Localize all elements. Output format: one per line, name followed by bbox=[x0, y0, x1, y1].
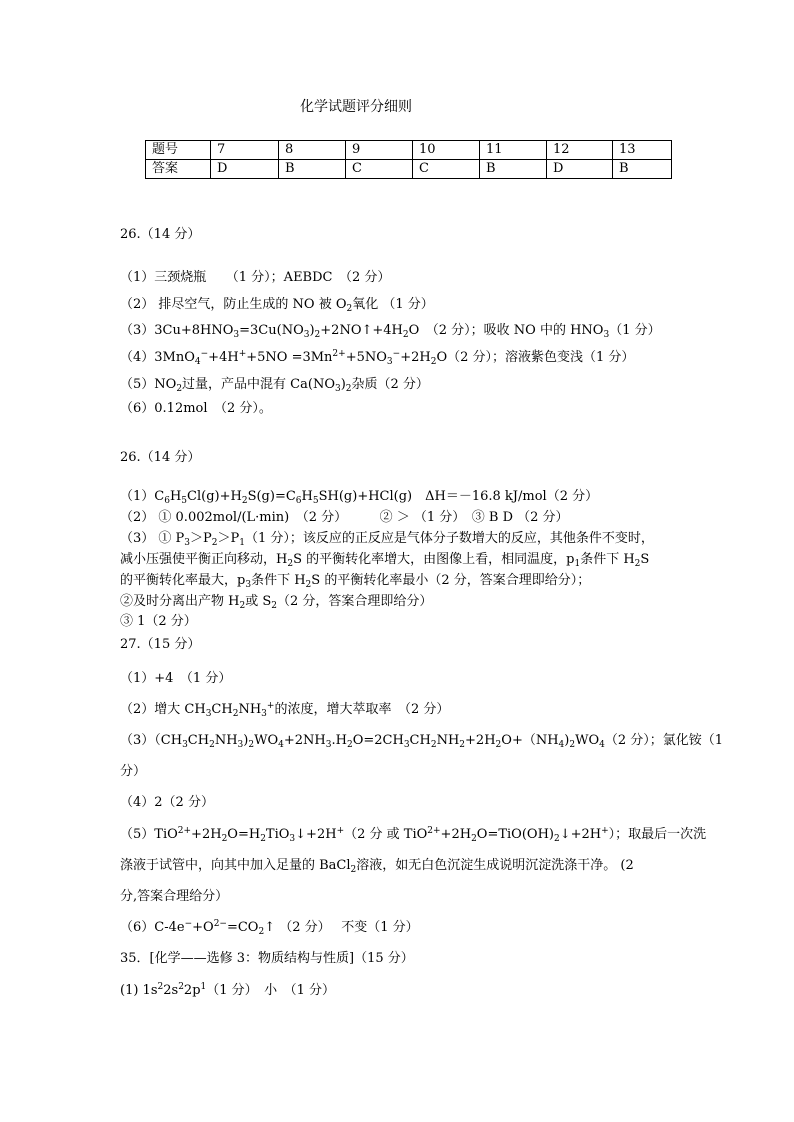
answer-line: （3） ① $P_3>P_2>P_1(1$ 分）；该反应的正反应是气体分子数增大的反应，其他条件不变时， bbox=[120, 531, 654, 548]
answer-line: （2） 排尽空气，防止生成的 NO 被 $O_2$氧化 （1 分） bbox=[120, 297, 434, 314]
answer-line: （1）三颈烧瓶 （1 分）；AEBDC （2 分） bbox=[120, 270, 391, 285]
answer-line: （6）0.12mol （2 分）。 bbox=[120, 401, 272, 416]
table-cell: C bbox=[413, 160, 480, 179]
table-cell: 9 bbox=[346, 141, 413, 160]
table-cell: 答案 bbox=[146, 160, 211, 179]
table-cell: 11 bbox=[480, 141, 547, 160]
answer-line: $(5)NO_2$过量，产品中混有 $Ca(NO_3)_2$杂质（2 分） bbox=[120, 377, 429, 394]
page-title: 化学试题评分细则 bbox=[300, 99, 412, 115]
table-cell: 10 bbox=[413, 141, 480, 160]
section-heading: 26.（14 分） bbox=[120, 450, 201, 465]
table-cell: 12 bbox=[547, 141, 613, 160]
answer-line: $(1)C_6H_5Cl(g)+H_2S(g)=C_6H_5SH(g)+HCl(g)$ ΔH＝－16.8 kJ/mol（2 分） bbox=[120, 489, 599, 506]
table-cell: 7 bbox=[211, 141, 279, 160]
answer-line: （2）增大 $CH_3CH_2NH_3^+$的浓度，增大萃取率 （2 分） bbox=[120, 701, 450, 719]
table-cell: B bbox=[480, 160, 547, 179]
section-heading: 27.（15 分） bbox=[120, 637, 201, 652]
answer-line: 的平衡转化率最大，$p_3$条件下 $H_2S$ 的平衡转化率最小（2 分，答案合理即给分）； bbox=[120, 573, 591, 590]
answer-line: 涤液于试管中，向其中加入足量的 BaCl$_2$溶液，如无白色沉淀生成说明沉淀洗涤干净。 (2 bbox=[120, 858, 634, 875]
answer-line: 分） bbox=[120, 764, 147, 779]
table-cell: D bbox=[547, 160, 613, 179]
answer-line: （4）2（2 分） bbox=[120, 795, 214, 810]
answer-line: $(3)(CH_3CH_2NH_3)_2WO_4+2NH_3.H_2O=2CH_3CH_2NH_2+2H_2O+(NH_4)_2WO_4(2$ 分）；氯化铵（1 bbox=[120, 733, 724, 750]
answer-line: ②及时分离出产物 $H_2$或 $S_2(2$ 分，答案合理即给分） bbox=[120, 594, 433, 611]
answer-line: $(4)3MnO_4^-+4H^++5NO =3Mn^{2+}+5NO_3^-+2H_2O(2$ 分）；溶液紫色变浅（1 分） bbox=[120, 349, 635, 367]
section-heading: 35．[化学——选修 3：物质结构与性质]（15 分） bbox=[120, 951, 414, 966]
answer-line: (1) $1s^22s^22p^1(1$ 分） 小 （1 分） bbox=[120, 982, 336, 998]
table-cell: B bbox=[613, 160, 672, 179]
answer-line: （1）+4 （1 分） bbox=[120, 671, 232, 686]
answer-line: 减小压强使平衡正向移动，$H_2S$ 的平衡转化率增大，由图像上看，相同温度，$p_1$条件下 $H_2S$ bbox=[120, 552, 650, 569]
table-cell: 题号 bbox=[146, 141, 211, 160]
answer-line: $(5)TiO^{2+}+2H_2O=H_2TiO_3↓+2H^+(2$ 分 或 $TiO^{2+}+2H_2O=TiO(OH)_2↓+2H^+$）；取最后一次洗 bbox=[120, 826, 707, 844]
answer-line: （2） ① 0.002mol/(L·min) （2 分） ② ＞ （1 分） ③ B D （2 分） bbox=[120, 510, 569, 525]
table-cell: C bbox=[346, 160, 413, 179]
answer-line: $(3)3Cu+8HNO_3=3Cu(NO_3)_2+2NO↑+4H_2O$ （2 分）；吸收 NO 中的 $HNO_3(1$ 分） bbox=[120, 323, 661, 340]
table-cell: 8 bbox=[279, 141, 346, 160]
table-row bbox=[146, 160, 672, 179]
answer-line: $(6)C-4e^-+O^{2-}=CO_2↑$ （2 分） 不变（1 分） bbox=[120, 919, 419, 937]
section-heading: 26.（14 分） bbox=[120, 227, 201, 242]
answer-line: 分,答案合理给分） bbox=[120, 889, 229, 904]
table-cell: D bbox=[211, 160, 279, 179]
answer-table bbox=[145, 140, 672, 179]
answer-line: ③ 1（2 分） bbox=[120, 614, 197, 629]
table-cell: B bbox=[279, 160, 346, 179]
table-cell: 13 bbox=[613, 141, 672, 160]
table-row bbox=[146, 141, 672, 160]
